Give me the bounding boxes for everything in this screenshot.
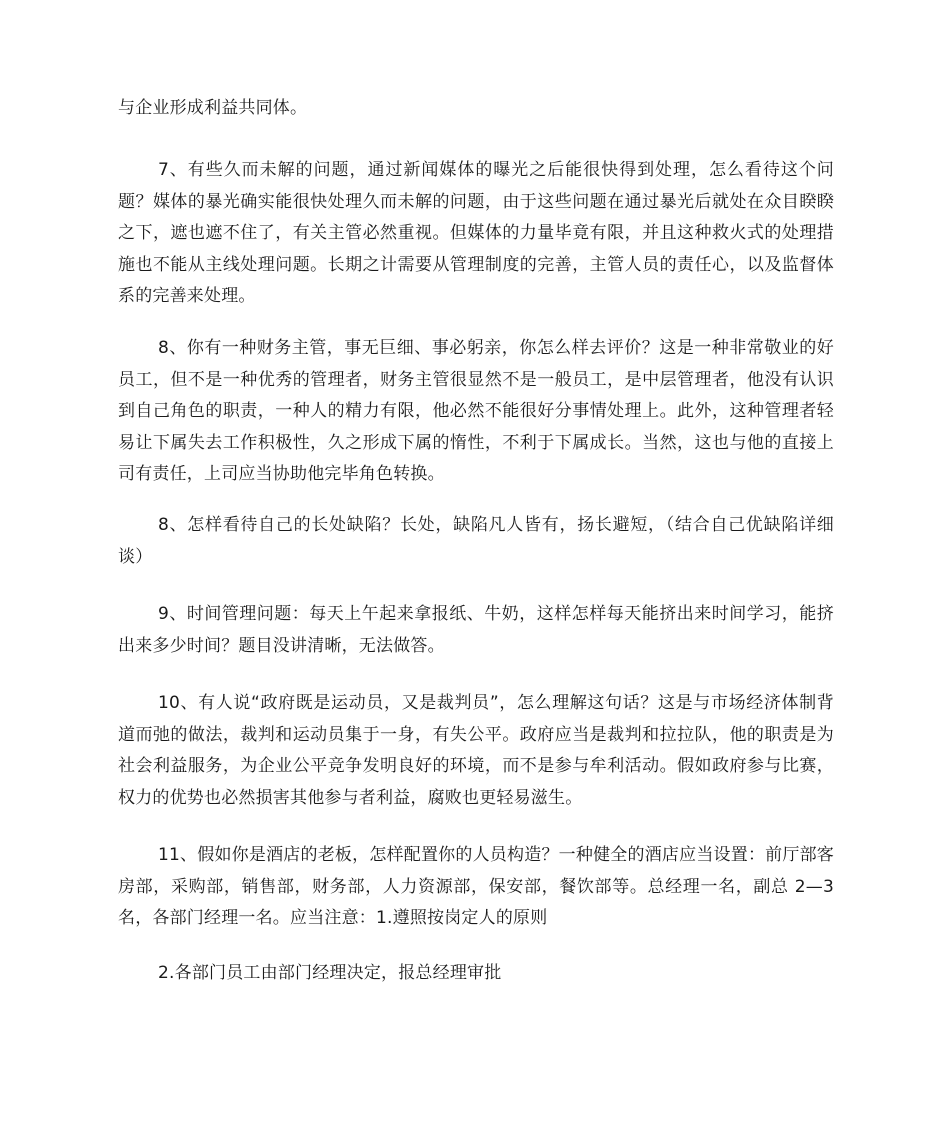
paragraph-question-10: 10、有人说“政府既是运动员，又是裁判员”，怎么理解这句话？这是与市场经济体制背道而弛的做法，裁判和运动员集于一身，有失公平。政府应当是裁判和拉拉队，他的职责是为社会利益服务，为企业公平竞争发明良好的环境，而不是参与牟利活动。假如政府参与比赛，权力的优势也必然损害其他参与者利益，腐败也更轻易滋生。 (118, 693, 834, 808)
paragraph-question-8-finance: 8、你有一种财务主管，事无巨细、事必躬亲，你怎么样去评价？这是一种非常敬业的好员工，但不是一种优秀的管理者，财务主管很显然不是一般员工，是中层管理者，他没有认识到自己角色的职责，一种人的精力有限，他必然不能很好分事情处理上。此外，这种管理者轻易让下属失去工作积极性，久之形成下属的惰性，不利于下属成长。当然，这也与他的直接上司有责任，上司应当协助他完毕角色转换。 (118, 338, 834, 484)
paragraph-question-11-item-2: 2.各部门员工由部门经理决定，报总经理审批 (158, 963, 502, 983)
paragraph-continuation: 与企业形成利益共同体。 (118, 98, 308, 118)
paragraph-question-9: 9、时间管理问题：每天上午起来拿报纸、牛奶，这样怎样每天能挤出来时间学习，能挤出来多少时间？题目没讲清晰，无法做答。 (118, 604, 834, 656)
paragraph-question-7: 7、有些久而未解的问题，通过新闻媒体的曝光之后能很快得到处理，怎么看待这个问题？媒体的暴光确实能很快处理久而未解的问题，由于这些问题在通过暴光后就处在众目睽睽之下，遮也遮不住了，有关主管必然重视。但媒体的力量毕竟有限，并且这种救火式的处理措施也不能从主线处理问题。长期之计需要从管理制度的完善，主管人员的责任心，以及监督体系的完善来处理。 (118, 160, 834, 306)
paragraph-question-11: 11、假如你是酒店的老板，怎样配置你的人员构造？一种健全的酒店应当设置：前厅部客房部，采购部，销售部，财务部，人力资源部，保安部，餐饮部等。总经理一名，副总 2—3 名，各部门经理一名。应当注意：1.遵照按岗定人的原则 (118, 845, 834, 928)
paragraph-question-8-strengths: 8、怎样看待自己的长处缺陷？长处，缺陷凡人皆有，扬长避短，（结合自己优缺陷详细谈） (118, 515, 834, 567)
